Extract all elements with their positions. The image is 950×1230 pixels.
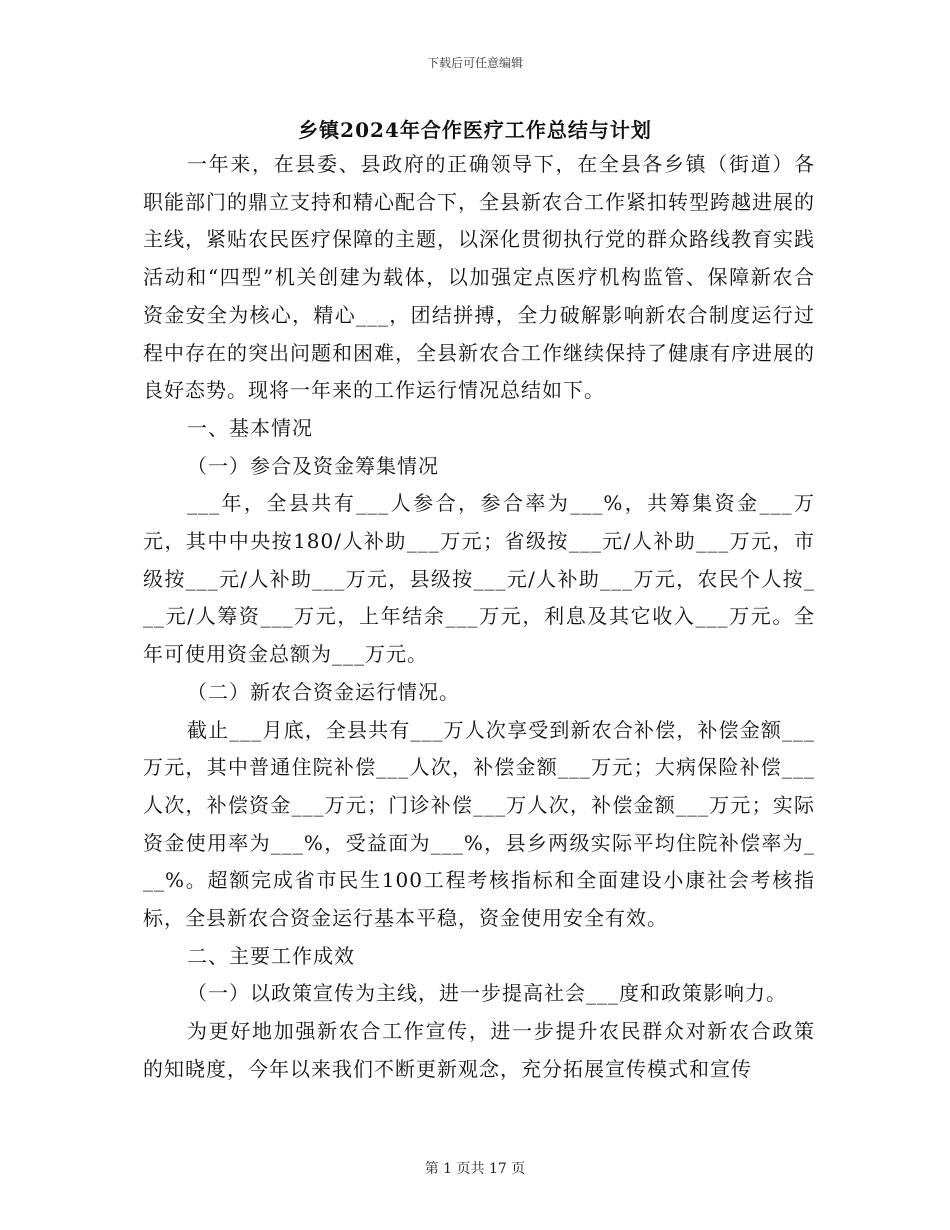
document-title: 乡镇2024年合作医疗工作总结与计划 [298, 118, 652, 142]
subheading-fund-operation: （二）新农合资金运行情况。 [187, 679, 460, 704]
paragraph-fund-operation: 截止___月底，全县共有___万人次享受到新农合补偿，补偿金额___万元，其中普通住院补偿___人次，补偿金额___万元；大病保险补偿___人次，补偿资金___万元；门诊补偿___万人次，补偿金额___万元；实际资金使用率为___%，受益面为___%，县乡两级实际平均住院补偿率为___%。超额完成省市民生100工程考核指标和全面建设小康社会考核指标，全县新农合资金运行基本平稳，资金使用安全有效。 [143, 717, 815, 931]
document-body [143, 146, 815, 1089]
page-number: 第 1 页共 17 页 [424, 1161, 526, 1177]
header-note: 下载后可任意编辑 [426, 56, 523, 70]
heading-main-results: 二、主要工作成效 [187, 943, 355, 968]
paragraph-enrollment-funding: ___年，全县共有___人参合，参合率为___%，共筹集资金___万元，其中中央按180/人补助___万元；省级按___元/人补助___万元，市级按___元/人补助___万元，县级按___元/人补助___万元，农民个人按___元/人筹资___万元，上年结余___万元，利息及其它收入___万元。全年可使用资金总额为___万元。 [143, 491, 815, 667]
paragraph-intro: 一年来，在县委、县政府的正确领导下，在全县各乡镇（街道）各职能部门的鼎立支持和精心配合下，全县新农合工作紧扣转型跨越进展的主线，紧贴农民医疗保障的主题，以深化贯彻执行党的群众路线教育实践活动和“四型”机关创建为载体，以加强定点医疗机构监管、保障新农合资金安全为核心，精心___，团结拼搏，全力破解影响新农合制度运行过程中存在的突出问题和困难，全县新农合工作继续保持了健康有序进展的良好态势。现将一年来的工作运行情况总结如下。 [143, 152, 815, 403]
paragraph-policy-publicity: 为更好地加强新农合工作宣传，进一步提升农民群众对新农合政策的知晓度，今年以来我们不断更新观念，充分拓展宣传模式和宣传 [143, 1019, 815, 1081]
subheading-policy-publicity: （一）以政策宣传为主线，进一步提高社会___度和政策影响力。 [187, 981, 787, 1006]
heading-basic-situation: 一、基本情况 [187, 415, 313, 440]
subheading-enrollment-funding: （一）参合及资金筹集情况 [187, 453, 439, 478]
